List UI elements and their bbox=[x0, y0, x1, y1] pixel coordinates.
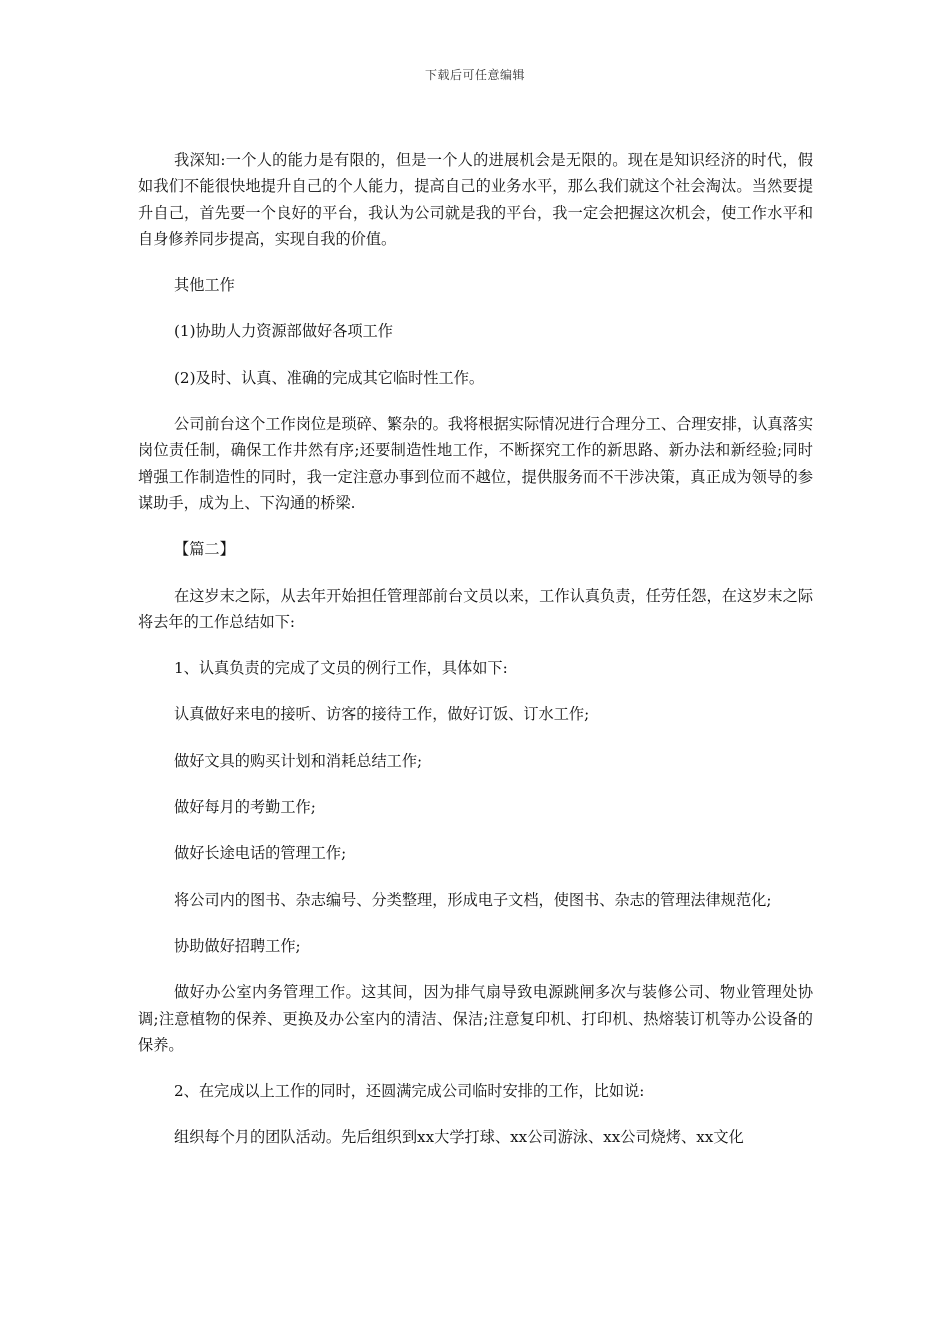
paragraph-capability: 我深知:一个人的能力是有限的，但是一个人的进展机会是无限的。现在是知识经济的时代，假如我们不能很快地提升自己的个人能力，提高自己的业务水平，那么我们就这个社会淘汰。当然要提升自己，首先要一个良好的平台，我认为公司就是我的平台，我一定会把握这次机会，使工作水平和自身修养同步提高，实现自我的价值。 bbox=[138, 151, 813, 248]
section-heading-part-two: 【篇二】 bbox=[174, 540, 235, 559]
list-item: 将公司内的图书、杂志编号、分类整理，形成电子文档，使图书、杂志的管理法律规范化; bbox=[174, 890, 772, 909]
list-item: 协助做好招聘工作; bbox=[174, 936, 301, 955]
list-item: (1)协助人力资源部做好各项工作 bbox=[174, 322, 393, 341]
list-item: (2)及时、认真、准确的完成其它临时性工作。 bbox=[174, 368, 485, 387]
section-heading-other-work: 其他工作 bbox=[174, 276, 235, 295]
list-item: 做好长途电话的管理工作; bbox=[174, 844, 347, 863]
document-body bbox=[138, 147, 813, 1151]
list-item: 做好文具的购买计划和消耗总结工作; bbox=[174, 751, 423, 770]
list-item: 2、在完成以上工作的同时，还圆满完成公司临时安排的工作，比如说: bbox=[174, 1082, 645, 1101]
paragraph-front-desk: 公司前台这个工作岗位是琐碎、繁杂的。我将根据实际情况进行合理分工、合理安排，认真落实岗位责任制，确保工作井然有序;还要制造性地工作，不断探究工作的新思路、新办法和新经验;同时增强工作制造性的同时，我一定注意办事到位而不越位，提供服务而不干涉决策，真正成为领导的参谋助手，成为上、下沟通的桥梁. bbox=[138, 415, 813, 512]
list-item: 1、认真负责的完成了文员的例行工作，具体如下: bbox=[174, 659, 508, 678]
list-item: 认真做好来电的接听、访客的接待工作，做好订饭、订水工作; bbox=[174, 705, 590, 724]
header-note: 下载后可任意编辑 bbox=[424, 68, 525, 82]
paragraph-year-end: 在这岁末之际，从去年开始担任管理部前台文员以来，工作认真负责，任劳任怨，在这岁末之际将去年的工作总结如下: bbox=[138, 586, 813, 631]
list-item: 组织每个月的团队活动。先后组织到xx大学打球、xx公司游泳、xx公司烧烤、xx文化 bbox=[174, 1128, 744, 1147]
list-item: 做好办公室内务管理工作。这其间，因为排气扇导致电源跳闸多次与装修公司、物业管理处协调;注意植物的保养、更换及办公室内的清洁、保洁;注意复印机、打印机、热熔装订机等办公设备的保养。 bbox=[138, 983, 813, 1054]
list-item: 做好每月的考勤工作; bbox=[174, 798, 316, 817]
